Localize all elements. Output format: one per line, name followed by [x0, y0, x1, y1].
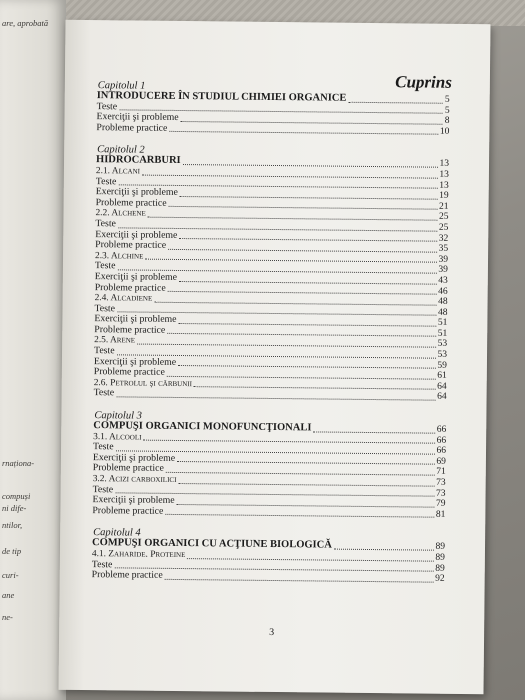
toc-entry-page: 89 — [435, 563, 445, 574]
toc-entry-title: Probleme practice — [93, 366, 165, 379]
toc-entry-title: 2.1. Alcani — [95, 166, 141, 177]
chapter-label: Capitolul 3 — [94, 410, 142, 422]
left-page-text: curi- — [2, 570, 19, 580]
toc-entry-page: 89 — [435, 542, 446, 553]
toc-entry-page: 92 — [435, 573, 445, 584]
toc-entry-title: Probleme practice — [95, 239, 167, 251]
toc-entry-title: Exerciţii şi probleme — [95, 186, 178, 199]
toc-entry-title: Teste — [93, 345, 115, 357]
toc-entry-title: HIDROCARBURI — [95, 154, 181, 167]
toc-entry-title: Probleme practice — [92, 462, 164, 475]
toc-entry-title: 2.6. Petrolul şi cărbunii — [93, 377, 193, 389]
toc-entry-page: 21 — [439, 201, 449, 212]
toc-chapter — [94, 144, 450, 402]
toc-entry-page: 51 — [437, 317, 448, 329]
left-page-text: are, aprobată — [2, 18, 49, 28]
toc-entry-title: Exerciţii şi probleme — [96, 111, 179, 124]
toc-entry-page: 69 — [436, 456, 446, 467]
toc-entry-title: Exerciţii şi probleme — [95, 228, 178, 241]
left-page — [0, 0, 66, 700]
toc-entry-title: 2.3. Alchine — [94, 250, 144, 262]
dot-leader — [116, 396, 435, 400]
toc-entry-page: 89 — [435, 552, 445, 563]
toc-entry — [94, 389, 447, 403]
toc-entry-page: 61 — [437, 370, 447, 382]
toc-entry-page: 64 — [437, 392, 447, 403]
toc-entry-page: 13 — [439, 169, 449, 180]
toc-entry-page: 73 — [436, 488, 446, 499]
toc-entry-page: 73 — [436, 477, 446, 488]
left-page-text: ni dife- — [2, 503, 27, 513]
dot-leader — [334, 549, 434, 551]
toc-entry-page: 64 — [437, 381, 447, 392]
toc-entry-page: 53 — [437, 339, 448, 350]
chapter-label: Capitolul 1 — [97, 80, 146, 92]
dot-leader — [313, 431, 434, 433]
toc-entry — [96, 123, 449, 137]
book-page — [59, 20, 491, 694]
toc-entry-title: 2.4. Alcadiene — [94, 293, 153, 304]
toc-entry-title: Exerciţii şi probleme — [94, 271, 178, 283]
toc-entry-page: 13 — [439, 159, 450, 170]
toc-entry-title: Probleme practice — [91, 569, 163, 581]
toc-entry-page: 53 — [437, 349, 448, 360]
toc-entry-title: Exerciţii şi probleme — [92, 451, 176, 464]
toc-entry-title: INTRODUCERE ÎN STUDIUL CHIMIEI ORGANICE — [96, 90, 347, 104]
toc-entry-page: 32 — [438, 233, 449, 244]
toc-entry-title: Teste — [94, 302, 116, 315]
dot-leader — [348, 101, 443, 103]
toc-entry-title: Teste — [95, 218, 116, 230]
toc-entry-title: Probleme practice — [94, 281, 166, 294]
toc-entry-page: 10 — [439, 126, 450, 137]
left-page-text: rnaționa- — [2, 458, 35, 468]
toc-entry-title: 2.2. Alchene — [95, 208, 146, 219]
left-page-text: ntilor, — [2, 520, 23, 530]
toc-entry-page: 46 — [438, 286, 448, 297]
toc-entry-title: 3.1. Alcooli — [93, 431, 142, 443]
toc-entry-page: 48 — [438, 296, 448, 307]
toc-entry-page: 43 — [438, 275, 448, 286]
toc-entry-title: 3.2. Acizi carboxilici — [92, 474, 177, 485]
page-title: Cuprins — [395, 72, 452, 92]
left-page-text: ane — [2, 590, 15, 600]
toc-entry-page: 71 — [436, 467, 446, 478]
toc-entry-page: 25 — [438, 212, 449, 223]
toc-entry-title: 4.1. Zaharide. Proteine — [91, 549, 186, 561]
toc-entry-page: 66 — [436, 435, 447, 446]
toc-entry-page: 5 — [444, 105, 450, 116]
toc-entry-page: 79 — [435, 498, 446, 509]
toc-entry-title: COMPUŞI ORGANICI CU ACŢIUNE BIOLOGICĂ — [91, 537, 332, 551]
toc-entry-title: Teste — [94, 260, 116, 272]
toc-entry-title: Teste — [95, 175, 117, 187]
chapter-label: Capitolul 2 — [97, 144, 145, 157]
toc-entry-title: Probleme practice — [94, 323, 166, 336]
toc-entry-title: Exerciţii şi probleme — [93, 355, 177, 368]
toc-entry-page: 51 — [437, 328, 448, 339]
toc-entry-page: 25 — [438, 222, 449, 233]
toc-entry-page: 8 — [444, 115, 450, 127]
toc-entry-title: COMPUŞI ORGANICI MONOFUNCŢIONALI — [93, 420, 312, 434]
toc-chapter — [92, 410, 446, 520]
toc-entry-page: 81 — [435, 509, 446, 520]
toc-entry-page: 5 — [444, 94, 450, 105]
toc-entry-title: Exerciţii şi probleme — [94, 313, 177, 326]
left-page-text: ne- — [2, 612, 13, 622]
toc-entry-title: 2.5. Arene — [94, 335, 136, 347]
dot-leader — [165, 514, 433, 518]
toc-entry-title: Teste — [93, 387, 115, 399]
toc-entry-title: Teste — [92, 483, 114, 495]
toc-entry-title: Probleme practice — [96, 121, 168, 134]
toc-entry-page: 39 — [438, 265, 448, 276]
toc-entry-page: 59 — [437, 360, 447, 371]
toc-entry-page: 66 — [436, 424, 447, 435]
toc-chapter — [96, 80, 450, 137]
left-page-text: compuși — [2, 491, 31, 501]
toc-chapter — [92, 527, 446, 584]
table-of-contents — [92, 80, 450, 595]
toc-entry-page: 39 — [438, 254, 449, 265]
chapter-label: Capitolul 4 — [93, 527, 141, 539]
toc-entry-page: 13 — [439, 180, 449, 191]
toc-entry-page: 66 — [436, 445, 447, 457]
dot-leader — [169, 131, 437, 135]
toc-entry-title: Teste — [96, 100, 118, 112]
toc-entry-title: Teste — [91, 558, 113, 570]
toc-entry-title: Probleme practice — [92, 504, 164, 517]
toc-entry-page: 35 — [438, 243, 449, 254]
toc-entry-title: Probleme practice — [95, 196, 167, 209]
toc-entry-title: Teste — [92, 441, 114, 453]
dot-leader — [165, 579, 433, 583]
toc-entry-page: 19 — [439, 190, 449, 201]
left-page-text: de tip — [2, 546, 22, 556]
toc-entry-title: Exerciţii şi probleme — [92, 494, 175, 507]
toc-entry-page: 48 — [437, 307, 448, 318]
page-number: 3 — [269, 626, 275, 639]
